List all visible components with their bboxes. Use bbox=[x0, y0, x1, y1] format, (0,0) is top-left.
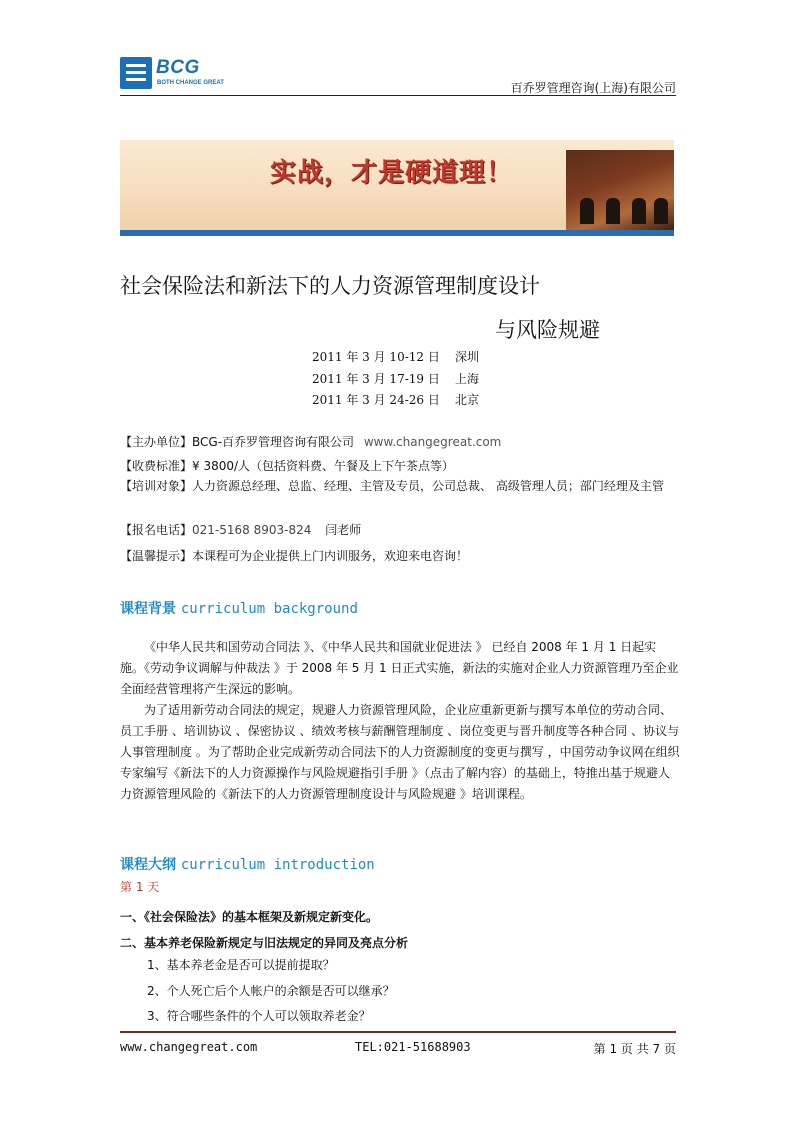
banner-bar bbox=[120, 230, 674, 236]
outline-question: 3、符合哪些条件的个人可以领取养老金？ bbox=[147, 1009, 371, 1023]
logo-tagline: BOTH CHANGE GREAT bbox=[157, 80, 224, 86]
heading-en: curriculum background bbox=[180, 601, 358, 617]
schedule-city: 深圳 bbox=[455, 350, 480, 364]
bcg-logo bbox=[120, 55, 250, 91]
heading-en: curriculum introduction bbox=[180, 857, 375, 873]
outline-heading-1: 一、《社会保险法》的基本框架及新规定新变化。 bbox=[120, 910, 379, 924]
outline-heading-2: 二、基本养老保险新规定与旧法规定的异同及亮点分析 bbox=[120, 936, 409, 950]
audience-line: 【培训对象】人力资源总经理、总监、经理、主管及专员，公司总裁、 高级管理人员；部门经理及主管 bbox=[120, 479, 664, 493]
phone-label: 【报名电话】 bbox=[120, 523, 193, 537]
fee-line: 【收费标准】¥ 3800/人（包括资料费、午餐及上下午茶点等） bbox=[120, 459, 455, 473]
background-paragraph-2: 为了适用新劳动合同法的规定，规避人力资源管理风险，企业应重新更新与撰写本单位的劳动合同、员工手册 、培训协议 、保密协议 、绩效考核与薪酬管理制度 、岗位变更与晋升制度等各种合同 、协议与人事管理制度 。为了帮助企业完成新劳动合同法下的人力资源制度的变更与撰写 ，中国劳动争议网在组织专家编写《新法下的人力资源操作与风险规避指引手册 》（点击了解内容）的基础上，特推出基于规避人力资源管理风险的《新法下的人力资源管理制度设计与风险规避 》培训课程。 bbox=[120, 703, 680, 801]
contact-name: 闫老师 bbox=[325, 523, 362, 537]
schedule-date: 2011 年 3 月 24-26 日 bbox=[312, 393, 440, 407]
tip-line: 【温馨提示】本课程可为企业提供上门内训服务，欢迎来电咨询！ bbox=[120, 549, 469, 563]
organizer-line bbox=[120, 432, 680, 452]
organizer-text: 【主办单位】BCG-百乔罗管理咨询有限公司 bbox=[120, 435, 355, 449]
background-paragraph-1: 《中华人民共和国劳动合同法 》、《中华人民共和国就业促进法 》 已经自 2008 年 1 月 1 日起实施。《劳动争议调解与仲裁法 》于 2008 年 5 月 1 日正式实施，新法的实施对企业人力资源管理乃至企业全面经营管理将产生深远的影响。 bbox=[120, 640, 679, 696]
section-heading-background bbox=[120, 598, 358, 618]
schedule-row bbox=[312, 370, 480, 387]
logo-brand: BCG bbox=[156, 57, 200, 78]
company-name: 百乔罗管理咨询(上海)有限公司 bbox=[510, 81, 676, 95]
outline-question: 1、基本养老金是否可以提前提取？ bbox=[147, 958, 335, 972]
schedule-city: 北京 bbox=[455, 393, 480, 407]
header-divider bbox=[120, 95, 676, 96]
schedule-city: 上海 bbox=[455, 372, 480, 386]
outline-question: 2、个人死亡后个人帐户的余额是否可以继承？ bbox=[147, 984, 395, 998]
phone-number: 021-5168 8903-824 bbox=[192, 523, 312, 537]
banner bbox=[120, 140, 674, 236]
day-label: 第 1 天 bbox=[120, 880, 160, 894]
footer-tel: TEL:021-51688903 bbox=[355, 1040, 471, 1054]
section-heading-outline bbox=[120, 854, 375, 874]
course-title-line2: 与风险规避 bbox=[495, 318, 600, 342]
heading-cn: 课程大纲 bbox=[120, 857, 176, 873]
schedule-date: 2011 年 3 月 10-12 日 bbox=[312, 350, 440, 364]
footer-url[interactable]: www.changegreat.com bbox=[120, 1040, 258, 1054]
course-title: 社会保险法和新法下的人力资源管理制度设计 bbox=[120, 274, 540, 298]
schedule-date: 2011 年 3 月 17-19 日 bbox=[312, 372, 440, 386]
phone-line bbox=[120, 520, 680, 540]
website-link[interactable]: www.changegreat.com bbox=[363, 435, 502, 449]
page-number: 第 1 页 共 7 页 bbox=[593, 1042, 676, 1056]
logo-mark-icon bbox=[120, 57, 152, 89]
footer-divider bbox=[120, 1031, 676, 1033]
banner-slogan: 实战，才是硬道理！ bbox=[270, 158, 514, 188]
schedule-row bbox=[312, 391, 480, 408]
heading-cn: 课程背景 bbox=[120, 601, 176, 617]
schedule-row bbox=[312, 348, 480, 365]
meeting-photo bbox=[566, 150, 674, 232]
